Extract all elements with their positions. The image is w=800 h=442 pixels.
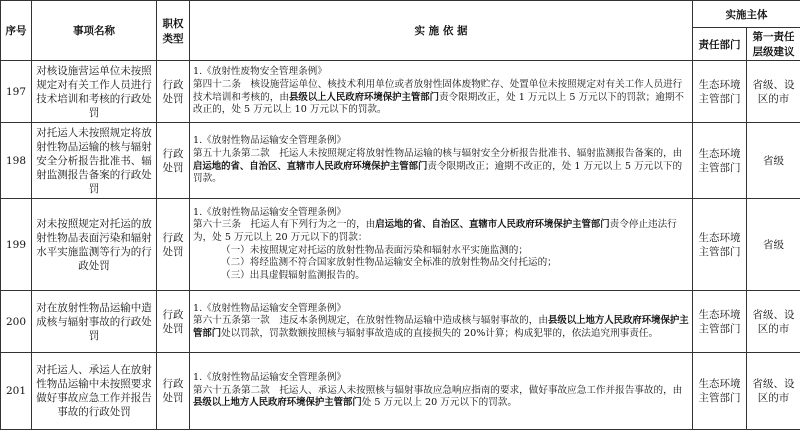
responsible-level: 省级、设区的市 <box>747 61 800 123</box>
item-name: 对托运人未按照规定将放射性物品运输的核与辐射安全分析报告批准书、辐射监测报告备案的行政处罚 <box>32 123 157 199</box>
basis-text: 处以罚款，罚款数额按照核与辐射事故造成的直接损失的 20%计算；构成犯罪的，依法追究刑事责任。 <box>221 327 659 339</box>
table-row <box>1 123 800 199</box>
item-name: 对托运人、承运人在放射性物品运输中未按照要求做好事故应急工作并报告事故的行政处罚 <box>32 353 157 430</box>
responsible-authority: 启运地的省、自治区、直辖市人民政府环境保护主管部门 <box>375 219 610 231</box>
header-type: 职权类型 <box>157 1 190 61</box>
header-name: 事项名称 <box>32 1 157 61</box>
basis-title: 1.《放射性废物安全管理条例》 <box>193 66 327 78</box>
row-number: 198 <box>1 123 32 199</box>
legal-basis <box>190 199 693 291</box>
item-name: 对未按照规定对托运的放射性物品表面污染和辐射水平实施监测等行为的行政处罚 <box>32 199 157 291</box>
basis-text: 第六十五条第二款 托运人、承运人未按照核与辐射事故应急响应指南的要求，做好事故应急工作并报告事故的，由 <box>193 384 683 396</box>
basis-title: 1.《放射性物品运输安全管理条例》 <box>193 302 347 314</box>
basis-text: 责令停止违法行为，处 5 万元以上 20 万元以下的罚款： <box>193 219 677 243</box>
basis-text: 第六十五条第一款 违反本条例规定，在放射性物品运输中造成核与辐射事故的，由 <box>193 315 548 327</box>
header-dept: 责任部门 <box>693 28 747 61</box>
responsible-level: 省级、设区的市 <box>747 291 800 353</box>
responsible-authority: 县级以上地方人民政府环境保护主管部门 <box>193 315 689 339</box>
legal-basis <box>190 123 693 199</box>
row-number: 197 <box>1 61 32 123</box>
basis-item: （一）未按照规定对托运的放射性物品表面污染和辐射水平实施监测的； <box>221 244 528 256</box>
basis-text: 责令限期改正，处 1 万元以上 5 万元以下的罚款；逾期不改正的，处 5 万元以上 10 万元以下的罚款。 <box>193 91 685 116</box>
responsible-authority: 启运地的省、自治区、直辖市人民政府环境保护主管部门 <box>193 160 428 172</box>
authority-type: 行政处罚 <box>157 199 190 291</box>
responsible-authority: 县级以上人民政府环境保护主管部门 <box>288 91 439 103</box>
basis-title: 1.《放射性物品运输安全管理条例》 <box>193 135 347 147</box>
responsible-level: 省级 <box>747 123 800 199</box>
header-level: 第一责任层级建议 <box>747 28 800 61</box>
table-row <box>1 61 800 123</box>
responsible-level: 省级 <box>747 199 800 291</box>
header-subject: 实施主体 <box>693 1 800 28</box>
basis-item: （三）出具虚假辐射监测报告的。 <box>221 269 365 281</box>
basis-intro <box>193 219 689 244</box>
basis-text: 第四十二条 核设施营运单位、核技术利用单位或者放射性固体废物贮存、处置单位未按照规定对有关工作人员进行技术培训和考核的，由 <box>193 78 683 103</box>
item-name: 对核设施营运单位未按照规定对有关工作人员进行技术培训和考核的行政处罚 <box>32 61 157 123</box>
table-row <box>1 353 800 430</box>
responsible-dept: 生态环境主管部门 <box>693 199 747 291</box>
basis-title: 1.《放射性物品运输安全管理条例》 <box>193 206 347 218</box>
row-number: 200 <box>1 291 32 353</box>
responsible-authority: 县级以上地方人民政府环境保护主管部门 <box>193 397 362 409</box>
basis-title: 1.《放射性物品运输安全管理条例》 <box>193 372 347 384</box>
row-number: 201 <box>1 353 32 430</box>
authority-type: 行政处罚 <box>157 353 190 430</box>
basis-item: （二）将经监测不符合国家放射性物品运输安全标准的放射性物品交付托运的； <box>221 257 557 269</box>
header-basis: 实 施 依 据 <box>190 1 693 61</box>
responsible-dept: 生态环境主管部门 <box>693 123 747 199</box>
header-no: 序号 <box>1 1 32 61</box>
authority-type: 行政处罚 <box>157 291 190 353</box>
responsible-dept: 生态环境主管部门 <box>693 353 747 430</box>
responsible-dept: 生态环境主管部门 <box>693 291 747 353</box>
responsible-dept: 生态环境主管部门 <box>693 61 747 123</box>
basis-text: 责令限期改正；逾期不改正的，处 1 万元以上 5 万元以下的罚款。 <box>193 160 683 185</box>
table-row <box>1 199 800 291</box>
basis-text: 第六十三条 托运人有下列行为之一的，由 <box>193 219 376 231</box>
legal-basis <box>190 291 693 353</box>
responsible-level: 省级、设区的市 <box>747 353 800 430</box>
authority-type: 行政处罚 <box>157 123 190 199</box>
basis-text: 第五十九条第二款 托运人未按照规定将放射性物品运输的核与辐射安全分析报告批准书、辐射监测报告备案的，由 <box>193 147 683 159</box>
row-number: 199 <box>1 199 32 291</box>
legal-basis <box>190 353 693 430</box>
item-name: 对在放射性物品运输中造成核与辐射事故的行政处罚 <box>32 291 157 353</box>
legal-basis <box>190 61 693 123</box>
authority-type: 行政处罚 <box>157 61 190 123</box>
table-row <box>1 291 800 353</box>
basis-text: 处 5 万元以上 20 万元以下的罚款。 <box>361 397 517 409</box>
